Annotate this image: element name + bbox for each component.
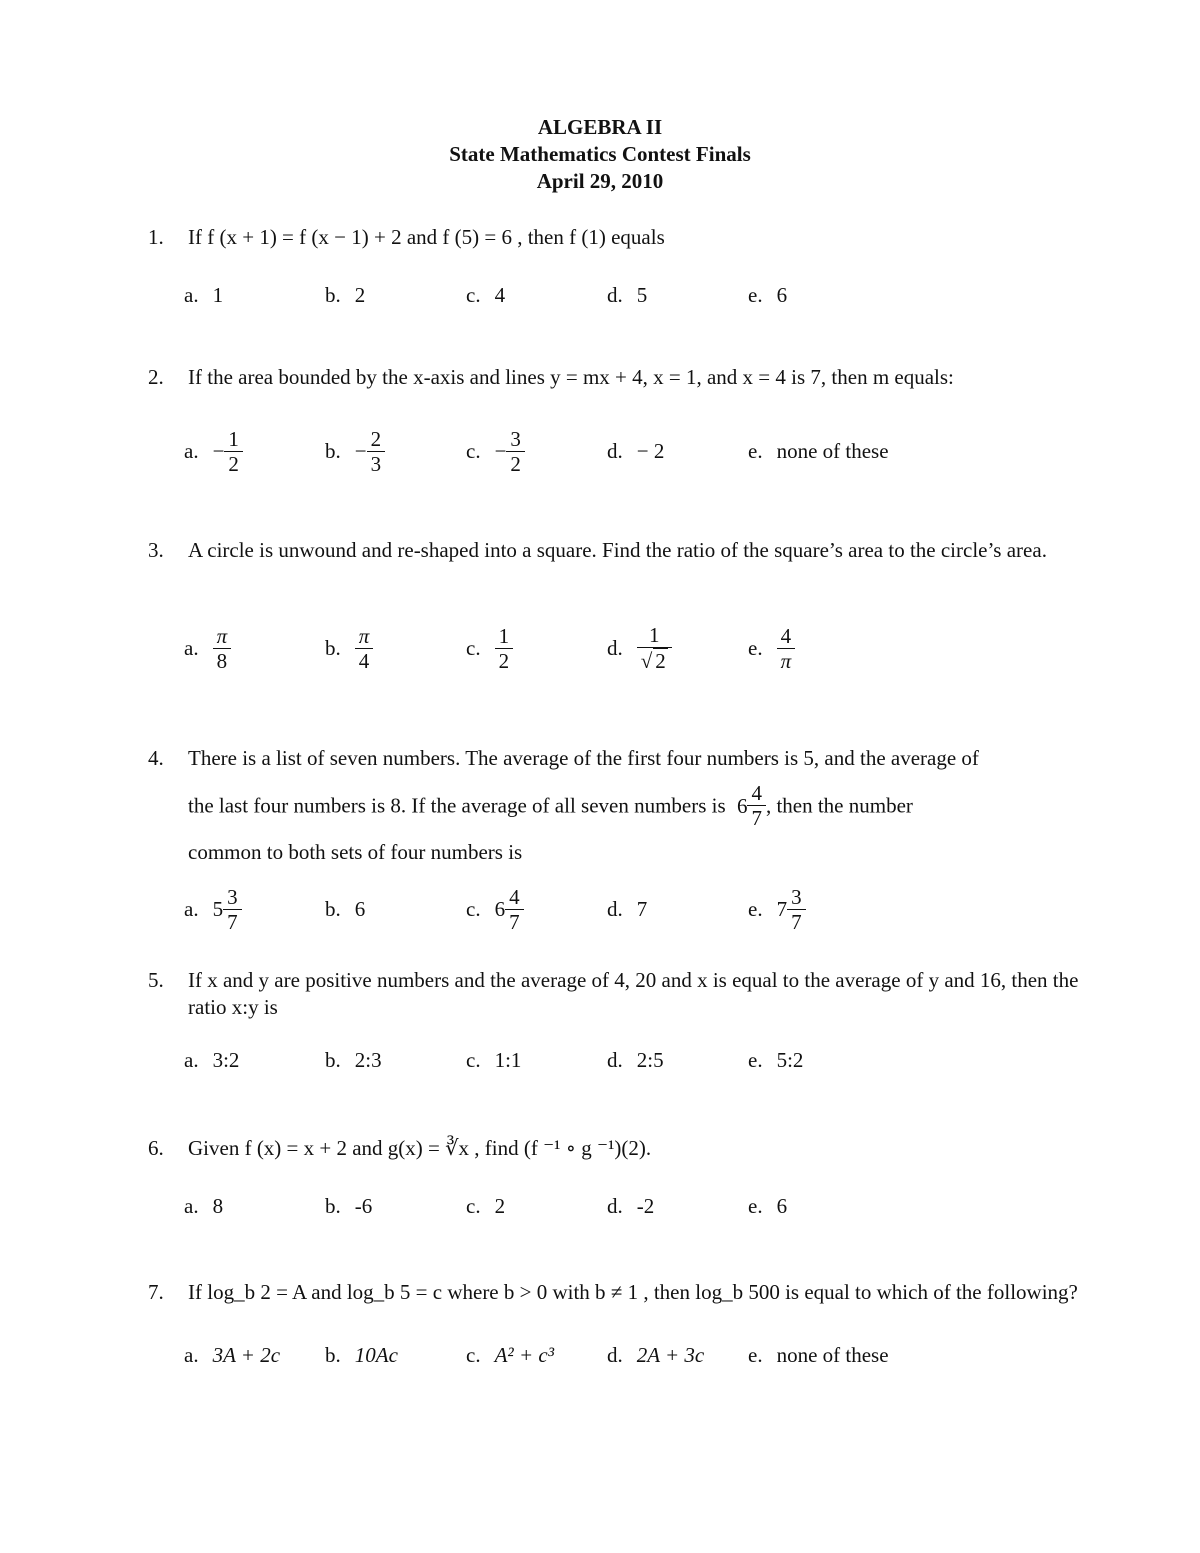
option-d[interactable] [607,879,647,939]
mixed-fraction [223,885,242,934]
question-line-2-start: the last four numbers is 8. If the average of all seven numbers is [188,793,726,818]
denominator: 3 [367,451,386,476]
denominator: 7 [747,805,766,830]
numerator: π [216,623,228,648]
radicand: 2 [655,649,666,673]
option-value: 2 [354,282,366,307]
option-a[interactable] [184,1325,280,1385]
option-b[interactable] [325,265,365,325]
option-label: e. [748,282,763,307]
denominator: 8 [213,648,232,673]
option-value: 5 [636,282,648,307]
option-e[interactable] [748,1176,787,1236]
option-fraction [213,624,232,673]
mixed-whole: 5 [212,896,224,921]
option-value: 7 [636,896,648,921]
denominator [637,647,672,673]
option-label: e. [748,438,763,463]
mixed-fraction [747,781,766,830]
option-c[interactable] [466,265,505,325]
option-label: c. [466,1047,481,1072]
option-b[interactable] [325,1176,372,1236]
option-label: c. [466,896,481,921]
option-label: d. [607,438,623,463]
option-e[interactable] [748,1030,803,1090]
option-label: d. [607,896,623,921]
option-a[interactable] [184,1030,239,1090]
question-number: 4. [148,746,164,770]
option-c[interactable] [466,1030,521,1090]
question-5-options [184,1030,1084,1090]
option-label: c. [466,1193,481,1218]
option-value: 4 [494,282,506,307]
option-value: − 2 [636,438,665,463]
question-number: 1. [148,225,164,249]
mixed-fraction [505,885,524,934]
option-fraction [495,624,514,673]
option-a[interactable] [184,618,231,678]
option-label: d. [607,1047,623,1072]
option-label: b. [325,1047,341,1072]
option-value: 1:1 [494,1047,522,1072]
mixed-fraction [787,885,806,934]
question-6-options [184,1176,1084,1236]
option-e[interactable] [748,618,795,678]
denominator: 4 [355,648,374,673]
option-label: a. [184,438,199,463]
question-text: If x and y are positive numbers and the average of 4, 20 and x is equal to the average of y and 16, then the ratio x:y is [188,968,1079,1019]
question-text: If log_b 2 = A and log_b 5 = c where b > 0 with b ≠ 1 , then log_b 500 is equal to which of the following? [188,1280,1078,1304]
mixed-number [777,885,806,934]
option-d[interactable] [607,265,647,325]
option-label: b. [325,1193,341,1218]
option-e[interactable] [748,265,787,325]
mixed-whole: 6 [494,896,506,921]
option-label: a. [184,896,199,921]
option-value: 2 [494,1193,506,1218]
option-c[interactable] [466,879,524,939]
question-1-options [184,265,1084,325]
question-line-1: There is a list of seven numbers. The average of the first four numbers is 5, and the average of [188,746,979,770]
option-label: a. [184,1342,199,1367]
mixed-number [495,885,524,934]
option-a[interactable] [184,879,242,939]
option-d[interactable] [607,421,664,481]
question-7-options [184,1325,1084,1385]
option-b[interactable] [325,421,385,481]
numerator: 3 [227,884,238,909]
question-line-2 [188,781,1108,830]
option-value: 2:3 [354,1047,382,1072]
option-label: e. [748,635,763,660]
option-value: 6 [776,282,788,307]
option-label: c. [466,1342,481,1367]
option-fraction [355,624,374,673]
option-value: 8 [212,1193,224,1218]
denominator: 7 [787,909,806,934]
option-label: b. [325,1342,341,1367]
option-label: b. [325,438,341,463]
option-label: e. [748,1342,763,1367]
option-label: e. [748,1193,763,1218]
question-4-options [184,879,1084,939]
denominator: 2 [224,451,243,476]
option-label: b. [325,635,341,660]
option-value: -2 [636,1193,655,1218]
option-value: 3A + 2c [212,1342,281,1367]
option-label: c. [466,635,481,660]
denominator: π [777,648,796,673]
option-value: none of these [776,1342,889,1367]
option-value: 5:2 [776,1047,804,1072]
option-label: c. [466,282,481,307]
option-sign: − [494,438,507,463]
option-label: c. [466,438,481,463]
option-fraction [506,427,525,476]
numerator: 1 [498,623,510,648]
question-line-2-end: , then the number [765,793,913,818]
mixed-whole: 7 [776,896,788,921]
option-fraction [224,427,243,476]
option-label: e. [748,1047,763,1072]
option-b[interactable] [325,1030,382,1090]
question-text: Given f (x) = x + 2 and g(x) = ∛x , find (f ⁻¹ ∘ g ⁻¹)(2). [188,1136,652,1160]
root-sign: √ [640,649,653,673]
option-value: 2A + 3c [636,1342,705,1367]
option-value: -6 [354,1193,373,1218]
numerator: 1 [649,623,660,647]
option-b[interactable] [325,879,365,939]
mixed-number [213,885,242,934]
option-label: a. [184,635,199,660]
question-line-3: common to both sets of four numbers is [188,840,523,864]
option-a[interactable] [184,421,243,481]
option-d[interactable] [607,1030,664,1090]
question-text [188,736,1108,875]
question-number: 6. [148,1136,164,1160]
option-e[interactable] [748,879,806,939]
option-value: 10Ac [354,1342,398,1367]
numerator: 3 [510,426,521,451]
option-label: a. [184,1193,199,1218]
option-label: d. [607,282,623,307]
numerator: 2 [370,426,382,451]
numerator: 3 [791,884,802,909]
option-value: A² + c³ [494,1342,554,1367]
option-value: none of these [776,438,889,463]
option-c[interactable] [466,1325,554,1385]
option-b[interactable] [325,1325,398,1385]
contest-date: April 29, 2010 [536,169,664,193]
option-label: d. [607,1193,623,1218]
option-label: e. [748,896,763,921]
option-c[interactable] [466,1176,505,1236]
question-text: If the area bounded by the x-axis and lines y = mx + 4, x = 1, and x = 4 is 7, then m equals: [188,365,954,389]
option-c[interactable] [466,618,513,678]
option-value: 6 [354,896,366,921]
course-title: ALGEBRA II [537,115,663,139]
option-label: d. [607,1342,623,1367]
question-2-options [184,421,1084,481]
denominator: 2 [506,451,525,476]
option-fraction [367,427,386,476]
option-value: 3:2 [212,1047,240,1072]
option-label: b. [325,282,341,307]
option-a[interactable] [184,265,223,325]
numerator: 1 [228,426,239,451]
denominator: 7 [223,909,242,934]
option-e[interactable] [748,1325,889,1385]
question-number: 7. [148,1280,164,1304]
option-c[interactable] [466,421,525,481]
option-fraction [637,623,672,673]
mixed-number [737,781,766,830]
option-sign: − [354,438,367,463]
option-b[interactable] [325,618,373,678]
numerator: π [358,623,370,648]
denominator: 7 [505,909,524,934]
numerator: 4 [509,884,520,909]
question-3-options [184,618,1084,678]
numerator: 4 [751,781,762,805]
mixed-whole: 6 [736,793,748,818]
option-d[interactable] [607,618,672,678]
option-d[interactable] [607,1176,654,1236]
option-label: d. [607,635,623,660]
contest-title: State Mathematics Contest Finals [449,142,751,166]
denominator: 2 [495,648,514,673]
option-a[interactable] [184,1176,223,1236]
option-label: a. [184,282,199,307]
document-header [0,114,1200,195]
option-sign: − [212,438,225,463]
numerator: 4 [780,623,792,648]
question-text: If f (x + 1) = f (x − 1) + 2 and f (5) = 6 , then f (1) equals [188,225,665,249]
option-value: 1 [212,282,224,307]
question-text: A circle is unwound and re-shaped into a square. Find the ratio of the square’s area to the circle’s area. [188,538,1047,562]
option-value: 6 [776,1193,788,1218]
option-label: a. [184,1047,199,1072]
option-d[interactable] [607,1325,704,1385]
option-fraction [777,624,796,673]
question-number: 2. [148,365,164,389]
question-number: 3. [148,538,164,562]
question-number: 5. [148,968,164,992]
option-label: b. [325,896,341,921]
option-value: 2:5 [636,1047,664,1072]
option-e[interactable] [748,421,889,481]
